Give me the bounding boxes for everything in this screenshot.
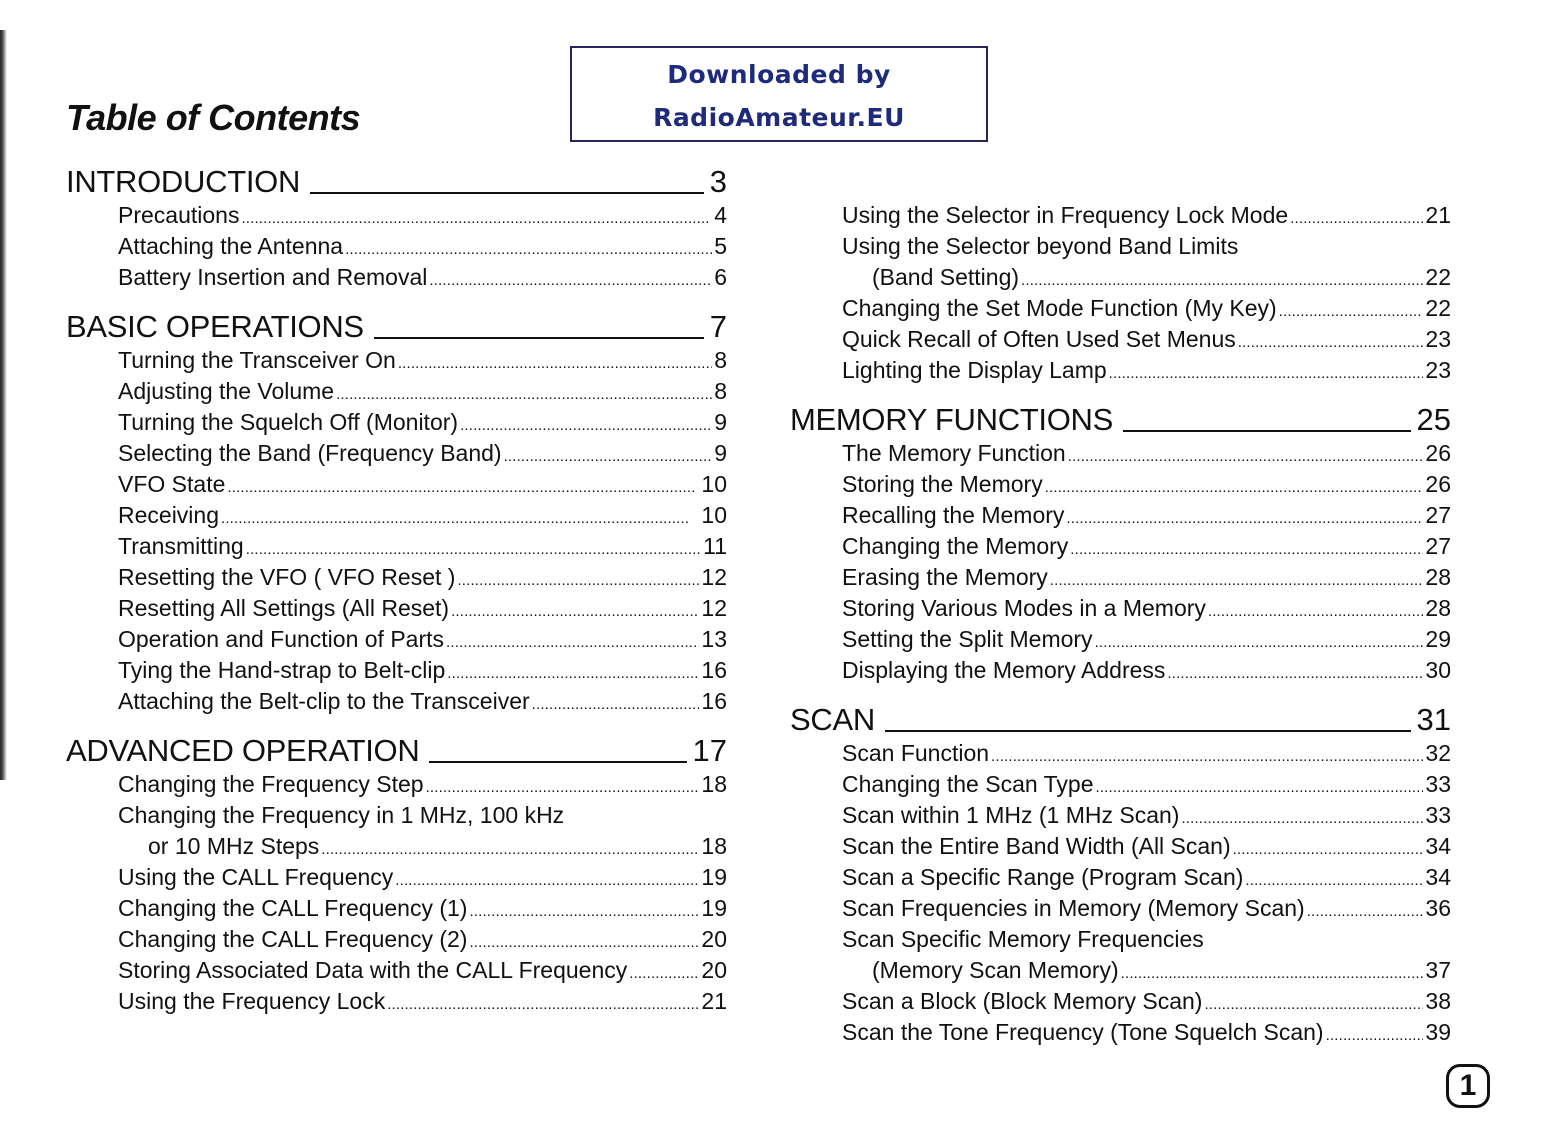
- toc-entry[interactable]: [118, 655, 727, 686]
- stamp-line-2: RadioAmateur.EU: [653, 103, 905, 132]
- stamp-line-1: Downloaded by: [667, 60, 891, 89]
- toc-entry-list: [66, 345, 727, 717]
- dot-leader: [504, 438, 713, 472]
- toc-entry-title: Battery Insertion and Removal: [118, 264, 428, 290]
- section-title: MEMORY FUNCTIONS: [790, 402, 1114, 437]
- dot-leader: [246, 531, 701, 565]
- toc-entry-page: 28: [1425, 595, 1451, 621]
- toc-entry[interactable]: [118, 200, 727, 231]
- toc-entry[interactable]: [842, 355, 1451, 386]
- toc-entry-title: Using the Frequency Lock: [118, 988, 386, 1014]
- toc-entry-title: Storing Associated Data with the CALL Frequency: [118, 957, 628, 983]
- toc-entry-title: Using the CALL Frequency: [118, 864, 394, 890]
- toc-entry-title: Erasing the Memory: [842, 564, 1048, 590]
- toc-entry[interactable]: [842, 624, 1451, 655]
- toc-entry[interactable]: [842, 593, 1451, 624]
- dot-leader: [991, 738, 1423, 772]
- toc-entry[interactable]: [118, 593, 727, 624]
- dot-leader: [460, 407, 712, 441]
- toc-entry-page: 19: [701, 895, 727, 921]
- toc-entry-title: Changing the Set Mode Function (My Key): [842, 295, 1277, 321]
- dot-leader: [447, 655, 699, 689]
- dot-leader: [1070, 531, 1423, 565]
- toc-entry-title: Setting the Split Memory: [842, 626, 1093, 652]
- toc-entry-page: 27: [1425, 502, 1451, 528]
- dot-leader: [321, 831, 699, 865]
- toc-entry-title: or 10 MHz Steps: [148, 833, 320, 859]
- toc-entry-title: Recalling the Memory: [842, 502, 1065, 528]
- dot-leader: [1095, 769, 1423, 803]
- toc-entry-page: 16: [701, 657, 727, 683]
- toc-entry[interactable]: [118, 955, 727, 986]
- toc-entry[interactable]: [118, 769, 727, 800]
- toc-entry-page: 13: [701, 626, 727, 652]
- toc-entry[interactable]: [842, 293, 1451, 324]
- toc-entry[interactable]: [842, 324, 1451, 355]
- toc-entry-title: Scan a Block (Block Memory Scan): [842, 988, 1203, 1014]
- dot-leader: [1045, 469, 1424, 503]
- dot-leader: [1245, 862, 1423, 896]
- dot-leader: [398, 345, 712, 379]
- toc-entry[interactable]: [118, 986, 727, 1017]
- toc-entry-page: 22: [1425, 295, 1451, 321]
- toc-entry[interactable]: [842, 500, 1451, 531]
- toc-entry-title: Scan Specific Memory Frequencies: [842, 926, 1204, 952]
- section-page: 3: [709, 164, 727, 199]
- toc-entry[interactable]: [118, 862, 727, 893]
- dot-leader: [1181, 800, 1423, 834]
- toc-entry-page: 28: [1425, 564, 1451, 590]
- toc-entry-title: Transmitting: [118, 533, 244, 559]
- toc-entry[interactable]: [842, 769, 1451, 800]
- toc-right-column: [790, 200, 1451, 1048]
- section-heading[interactable]: [66, 307, 727, 345]
- toc-entry-title: Changing the Frequency Step: [118, 771, 424, 797]
- section-page: 31: [1416, 702, 1451, 737]
- section-rule: [1123, 430, 1410, 432]
- toc-entry-title: Changing the Scan Type: [842, 771, 1094, 797]
- toc-entry-page: 34: [1425, 864, 1451, 890]
- toc-entry-page: 8: [714, 378, 727, 404]
- toc-entry-page: 20: [701, 926, 727, 952]
- toc-entry[interactable]: [118, 438, 727, 469]
- toc-entry-page: 23: [1425, 357, 1451, 383]
- toc-entry-title: Lighting the Display Lamp: [842, 357, 1107, 383]
- dot-leader: [1326, 1017, 1424, 1051]
- section-page: 17: [692, 733, 727, 768]
- toc-entry-page: 6: [714, 264, 727, 290]
- toc-entry-page: 18: [701, 771, 727, 797]
- toc-entry-page: 16: [701, 688, 727, 714]
- section-rule: [374, 337, 704, 339]
- section-title: BASIC OPERATIONS: [66, 309, 364, 344]
- toc-entry[interactable]: [842, 655, 1451, 686]
- toc-entry-title: Tying the Hand-strap to Belt-clip: [118, 657, 446, 683]
- toc-entry[interactable]: [118, 562, 727, 593]
- toc-entry-title: Scan within 1 MHz (1 MHz Scan): [842, 802, 1180, 828]
- toc-entry[interactable]: [842, 924, 1451, 955]
- toc-entry-title: The Memory Function: [842, 440, 1066, 466]
- toc-entry[interactable]: [842, 955, 1451, 986]
- section-heading[interactable]: [66, 731, 727, 769]
- toc-entry-page: 19: [701, 864, 727, 890]
- toc-entry-title: Scan Function: [842, 740, 990, 766]
- toc-entry-page: 38: [1425, 988, 1451, 1014]
- page-title: Table of Contents: [66, 97, 361, 138]
- toc-entry-title: Changing the CALL Frequency (1): [118, 895, 468, 921]
- dot-leader: [1121, 955, 1424, 989]
- toc-entry-page: 11: [703, 533, 727, 559]
- toc-entry-page: 9: [714, 440, 727, 466]
- dot-leader: [1233, 831, 1424, 865]
- toc-entry-title: Adjusting the Volume: [118, 378, 335, 404]
- toc-entry-title: (Memory Scan Memory): [872, 957, 1119, 983]
- download-stamp: [570, 46, 988, 142]
- toc-entry-page: 9: [714, 409, 727, 435]
- dot-leader: [1068, 438, 1424, 472]
- toc-entry[interactable]: [842, 438, 1451, 469]
- toc-entry[interactable]: [118, 531, 727, 562]
- toc-entry[interactable]: [842, 893, 1451, 924]
- toc-entry-list: [790, 738, 1451, 1048]
- toc-entry[interactable]: [118, 376, 727, 407]
- toc-entry[interactable]: [842, 862, 1451, 893]
- toc-entry[interactable]: [118, 231, 727, 262]
- toc-entry-title: Attaching the Antenna: [118, 233, 344, 259]
- dot-leader: [1290, 200, 1423, 234]
- toc-entry-title: Scan the Entire Band Width (All Scan): [842, 833, 1231, 859]
- toc-entry[interactable]: [842, 800, 1451, 831]
- dot-leader: [227, 469, 699, 503]
- dot-leader: [1095, 624, 1424, 658]
- dot-leader: [469, 893, 699, 927]
- toc-entry-page: 37: [1425, 957, 1451, 983]
- section-page: 7: [709, 309, 727, 344]
- toc-entry-page: 33: [1425, 771, 1451, 797]
- toc-entry-title: Scan Frequencies in Memory (Memory Scan): [842, 895, 1305, 921]
- toc-entry-page: 32: [1425, 740, 1451, 766]
- toc-entry[interactable]: [842, 200, 1451, 231]
- toc-entry-title: Turning the Transceiver On: [118, 347, 396, 373]
- toc-entry-page: 4: [714, 202, 727, 228]
- toc-entry-page: 26: [1425, 440, 1451, 466]
- toc-entry-page: 21: [701, 988, 727, 1014]
- toc-entry-title: Storing Various Modes in a Memory: [842, 595, 1206, 621]
- toc-entry-page: 33: [1425, 802, 1451, 828]
- section-rule: [429, 761, 686, 763]
- toc-entry-page: 27: [1425, 533, 1451, 559]
- dot-leader: [1167, 655, 1423, 689]
- section-heading[interactable]: [66, 162, 727, 200]
- toc-entry-list: [66, 769, 727, 1017]
- toc-entry[interactable]: [842, 469, 1451, 500]
- toc-entry-title: Attaching the Belt-clip to the Transceiver: [118, 688, 530, 714]
- section-heading[interactable]: [790, 400, 1451, 438]
- dot-leader: [1109, 355, 1424, 389]
- toc-entry[interactable]: [842, 738, 1451, 769]
- toc-entry-title: Changing the CALL Frequency (2): [118, 926, 468, 952]
- toc-entry[interactable]: [118, 924, 727, 955]
- dot-leader: [221, 500, 699, 534]
- dot-leader: [1208, 593, 1424, 627]
- toc-entry-title: (Band Setting): [872, 264, 1020, 290]
- section-title: SCAN: [790, 702, 875, 737]
- toc-entry-page: 36: [1425, 895, 1451, 921]
- dot-leader: [532, 686, 700, 720]
- toc-entry-page: 29: [1425, 626, 1451, 652]
- toc-entry[interactable]: [118, 262, 727, 293]
- dot-leader: [457, 562, 699, 596]
- scan-edge-shadow: [0, 30, 7, 780]
- section-rule: [310, 192, 704, 194]
- toc-entry-list: [790, 200, 1451, 386]
- dot-leader: [429, 262, 712, 296]
- toc-entry[interactable]: [842, 831, 1451, 862]
- toc-entry-page: 10: [701, 502, 727, 528]
- dot-leader: [1204, 986, 1423, 1020]
- toc-entry-page: 8: [714, 347, 727, 373]
- toc-entry[interactable]: [842, 562, 1451, 593]
- toc-entry-page: 30: [1425, 657, 1451, 683]
- dot-leader: [1021, 262, 1423, 296]
- toc-entry[interactable]: [118, 407, 727, 438]
- toc-entry[interactable]: [118, 686, 727, 717]
- dot-leader: [1279, 293, 1424, 327]
- toc-entry[interactable]: [118, 624, 727, 655]
- section-title: ADVANCED OPERATION: [66, 733, 420, 768]
- dot-leader: [446, 624, 699, 658]
- dot-leader: [1238, 324, 1424, 358]
- toc-entry-title: Turning the Squelch Off (Monitor): [118, 409, 459, 435]
- toc-entry-title: Using the Selector in Frequency Lock Mode: [842, 202, 1289, 228]
- dot-leader: [1066, 500, 1423, 534]
- toc-entry-title: Changing the Memory: [842, 533, 1069, 559]
- toc-entry-title: Receiving: [118, 502, 219, 528]
- section-title: INTRODUCTION: [66, 164, 301, 199]
- toc-entry-title: Scan the Tone Frequency (Tone Squelch Scan): [842, 1019, 1324, 1045]
- toc-entry-page: 10: [701, 471, 727, 497]
- page-number-badge: 1: [1446, 1064, 1490, 1108]
- toc-entry-page: 22: [1425, 264, 1451, 290]
- toc-entry[interactable]: [118, 800, 727, 831]
- dot-leader: [1307, 893, 1424, 927]
- dot-leader: [336, 376, 712, 410]
- toc-entry-page: 23: [1425, 326, 1451, 352]
- toc-entry-page: 5: [714, 233, 727, 259]
- section-heading[interactable]: [790, 700, 1451, 738]
- dot-leader: [629, 955, 699, 989]
- toc-entry-page: 39: [1425, 1019, 1451, 1045]
- section-rule: [885, 730, 1411, 732]
- toc-entry-title: VFO State: [118, 471, 226, 497]
- toc-entry-page: 18: [701, 833, 727, 859]
- toc-entry-title: Storing the Memory: [842, 471, 1043, 497]
- section-page: 25: [1416, 402, 1451, 437]
- toc-entry-page: 26: [1425, 471, 1451, 497]
- dot-leader: [451, 593, 699, 627]
- toc-entry[interactable]: [118, 831, 727, 862]
- dot-leader: [469, 924, 699, 958]
- toc-entry-title: Resetting All Settings (All Reset): [118, 595, 450, 621]
- toc-entry-title: Resetting the VFO ( VFO Reset ): [118, 564, 456, 590]
- toc-entry-list: [790, 438, 1451, 686]
- toc-entry-list: [66, 200, 727, 293]
- toc-entry-title: Selecting the Band (Frequency Band): [118, 440, 502, 466]
- toc-entry-page: 20: [701, 957, 727, 983]
- dot-leader: [345, 231, 712, 265]
- dot-leader: [1050, 562, 1424, 596]
- toc-entry-title: Operation and Function of Parts: [118, 626, 445, 652]
- toc-entry[interactable]: [118, 469, 727, 500]
- toc-entry-title: Displaying the Memory Address: [842, 657, 1166, 683]
- toc-entry[interactable]: [842, 531, 1451, 562]
- toc-entry[interactable]: [842, 262, 1451, 293]
- toc-entry[interactable]: [842, 986, 1451, 1017]
- toc-entry[interactable]: [118, 893, 727, 924]
- toc-entry[interactable]: [842, 1017, 1451, 1048]
- toc-entry-title: Quick Recall of Often Used Set Menus: [842, 326, 1236, 352]
- toc-entry-title: Using the Selector beyond Band Limits: [842, 233, 1239, 259]
- toc-entry[interactable]: [118, 345, 727, 376]
- toc-entry-page: 34: [1425, 833, 1451, 859]
- dot-leader: [395, 862, 699, 896]
- toc-entry-title: Scan a Specific Range (Program Scan): [842, 864, 1244, 890]
- toc-entry[interactable]: [118, 500, 727, 531]
- toc-entry-title: Precautions: [118, 202, 240, 228]
- toc-entry-page: 12: [701, 564, 727, 590]
- dot-leader: [241, 200, 712, 234]
- dot-leader: [426, 769, 700, 803]
- toc-entry[interactable]: [842, 231, 1451, 262]
- toc-left-column: [66, 162, 727, 1017]
- toc-entry-title: Changing the Frequency in 1 MHz, 100 kHz: [118, 802, 565, 828]
- dot-leader: [387, 986, 699, 1020]
- toc-entry-page: 21: [1425, 202, 1451, 228]
- toc-entry-page: 12: [701, 595, 727, 621]
